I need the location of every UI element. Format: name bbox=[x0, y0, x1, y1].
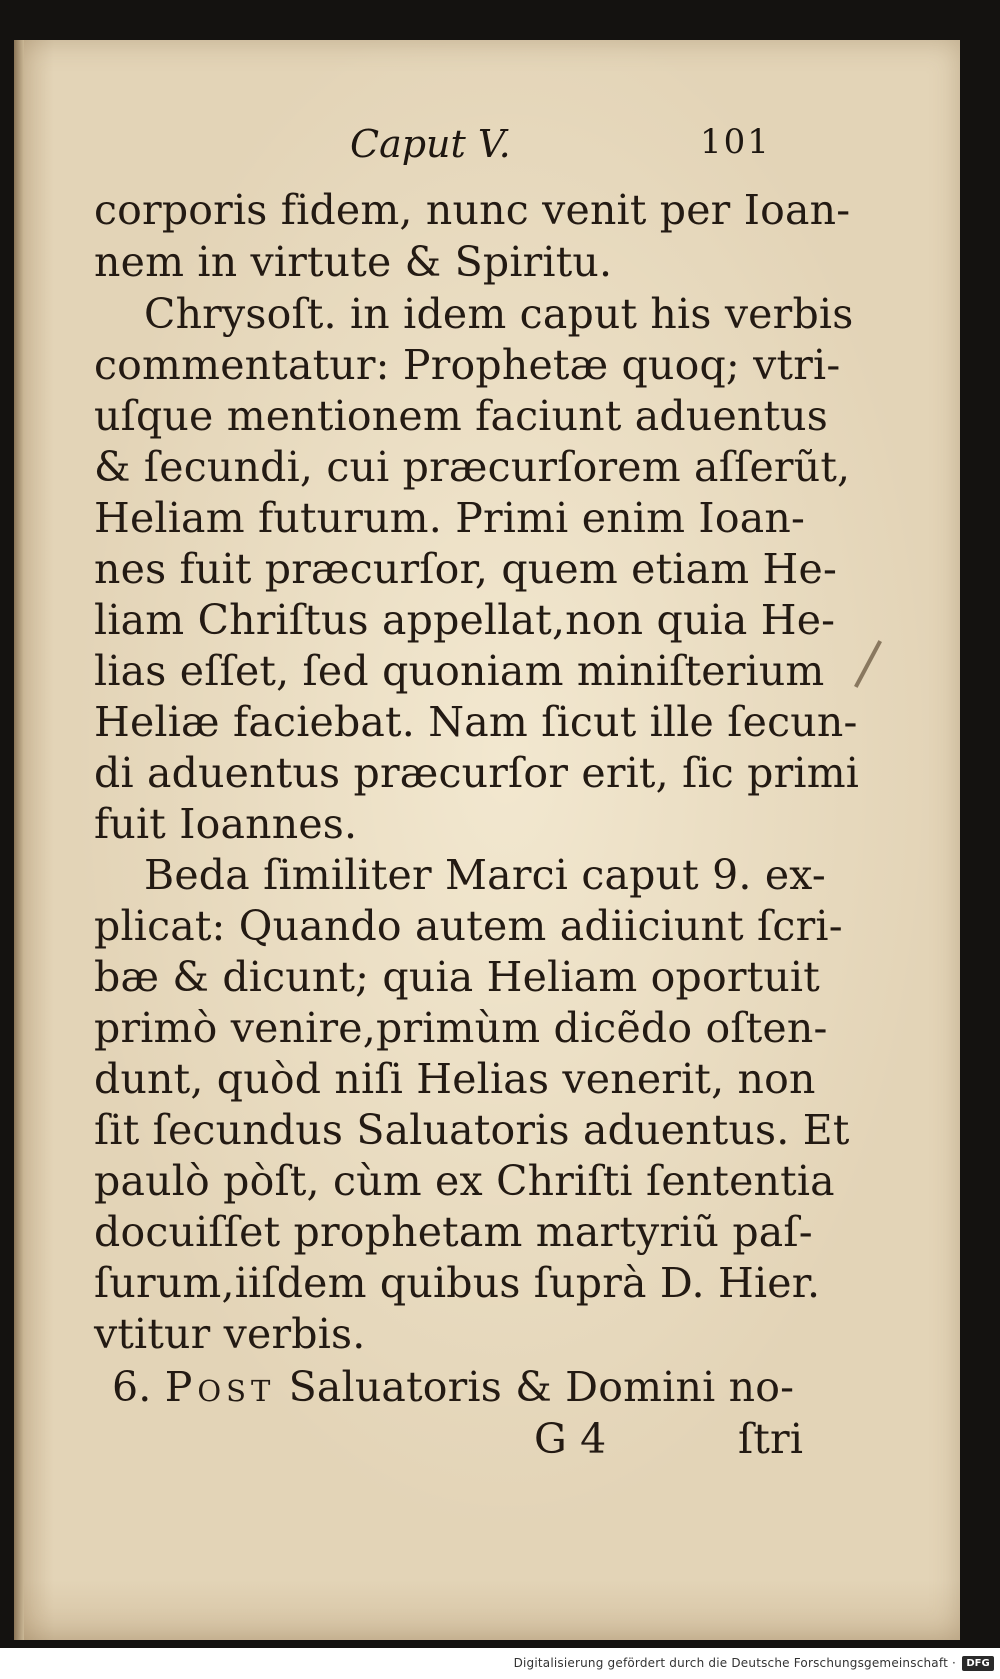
text-line: lias eſſet, ſed quoniam miniſterium bbox=[94, 647, 825, 695]
text-line: docuiſſet prophetam martyriũ paſ- bbox=[94, 1208, 813, 1256]
text-line: ſit ſecundus Saluatoris aduentus. Et bbox=[94, 1106, 850, 1154]
text-line: Heliam futurum. Primi enim Ioan- bbox=[94, 494, 806, 542]
signature-mark: G 4 bbox=[534, 1415, 607, 1463]
dfg-logo: DFG bbox=[962, 1656, 994, 1671]
section-lead-word: Post bbox=[164, 1363, 276, 1411]
text-line: ſurum,iiſdem quibus ſuprà D. Hier. bbox=[94, 1259, 821, 1307]
section-line bbox=[112, 1362, 794, 1412]
text-line: nem in virtute & Spiritu. bbox=[94, 238, 613, 286]
text-line: nes fuit præcurſor, quem etiam He- bbox=[94, 545, 838, 593]
digitization-footer bbox=[0, 1648, 1000, 1679]
text-line: plicat: Quando autem adiiciunt ſcri- bbox=[94, 902, 843, 950]
text-line: primò venire,primùm dicẽdo oſten- bbox=[94, 1004, 828, 1052]
text-line: paulò pòſt, cùm ex Chriſti ſententia bbox=[94, 1157, 835, 1205]
text-line: corporis fidem, nunc venit per Ioan- bbox=[94, 186, 851, 234]
section-text: Saluatoris & Domini no- bbox=[288, 1363, 795, 1411]
page-binding-edge bbox=[14, 40, 24, 1640]
catchword: ſtri bbox=[738, 1415, 804, 1463]
text-line: uſque mentionem faciunt aduentus bbox=[94, 392, 829, 440]
text-line: commentatur: Prophetæ quoq; vtri- bbox=[94, 341, 841, 389]
text-line: bæ & dicunt; quia Heliam oportuit bbox=[94, 953, 820, 1001]
text-line: & ſecundi, cui præcurſorem aſſerũt, bbox=[94, 443, 851, 491]
page-number: 101 bbox=[700, 122, 771, 162]
text-line: dunt, quòd niſi Helias venerit, non bbox=[94, 1055, 816, 1103]
text-line: di aduentus præcurſor erit, ſic primi bbox=[94, 749, 860, 797]
text-line: vtitur verbis. bbox=[94, 1310, 366, 1358]
section-number: 6. bbox=[112, 1363, 152, 1411]
book-page bbox=[14, 40, 960, 1640]
text-line: fuit Ioannes. bbox=[94, 800, 358, 848]
footer-credit: Digitalisierung gefördert durch die Deutsche Forschungsgemeinschaft · bbox=[513, 1656, 956, 1670]
running-title: Caput V. bbox=[350, 122, 511, 166]
text-line: liam Chriſtus appellat,non quia He- bbox=[94, 596, 836, 644]
text-line: Chrysoſt. in idem caput his verbis bbox=[144, 290, 854, 338]
text-line: Heliæ faciebat. Nam ſicut ille ſecun- bbox=[94, 698, 858, 746]
page-header bbox=[14, 122, 960, 182]
text-line: Beda ſimiliter Marci caput 9. ex- bbox=[144, 851, 826, 899]
margin-pen-mark bbox=[854, 640, 882, 688]
